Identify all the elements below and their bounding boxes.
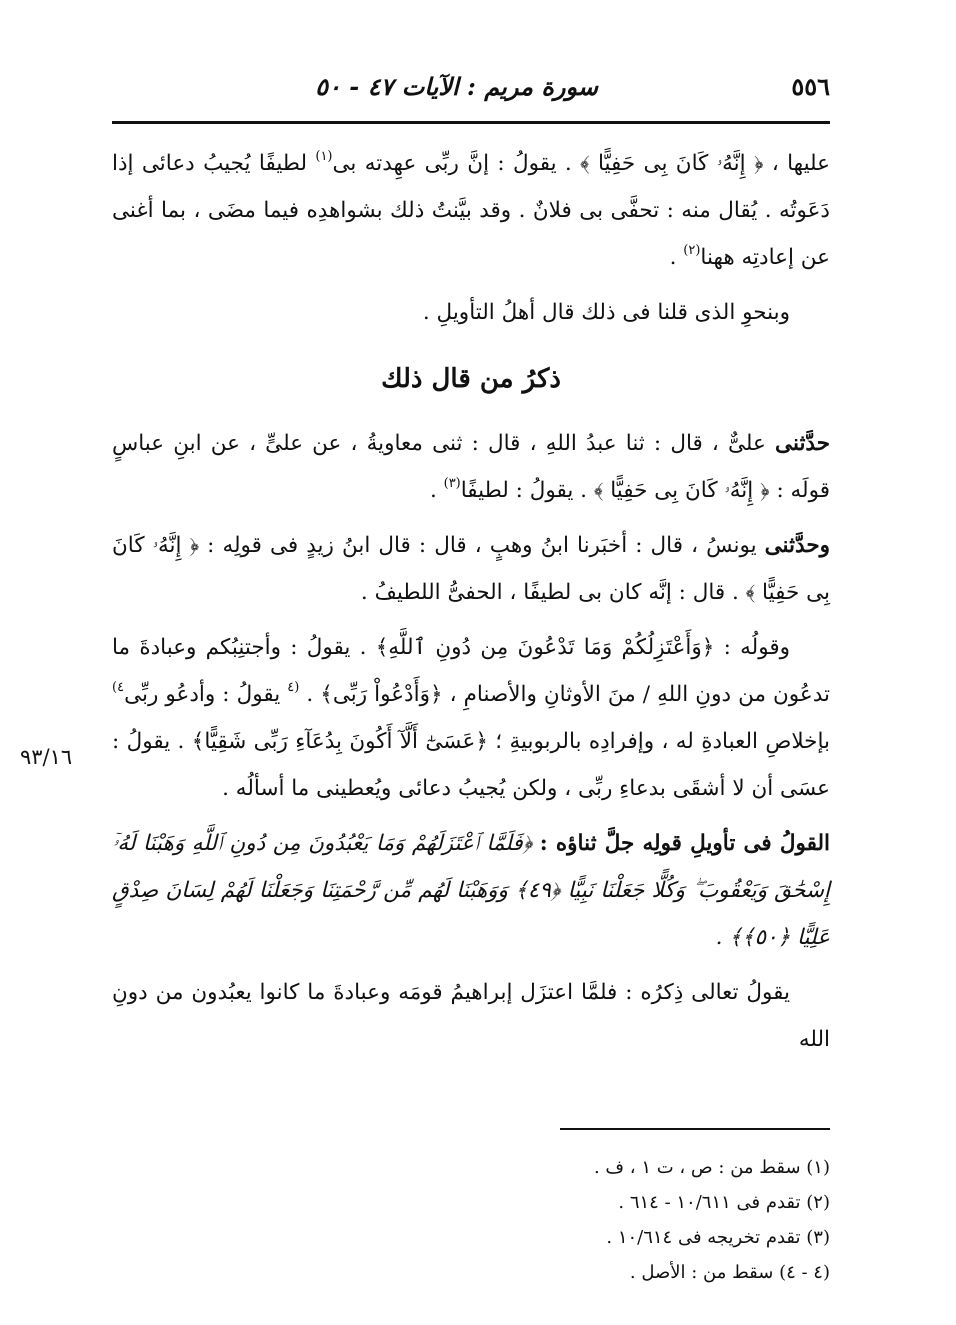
footnotes [300, 1150, 830, 1290]
paragraph-1-text-a: عليها ، ﴿ إِنَّهُۥ كَانَ بِى حَفِيًّا ﴾ . يقولُ : إنَّ ربِّى عهِدته بى [332, 151, 831, 176]
page-number: ٥٥٦ [791, 72, 830, 101]
paragraph-4-lead: وحدَّثنى [764, 533, 830, 558]
header-rule [112, 121, 830, 124]
paragraph-1-text-c: . [669, 245, 684, 270]
footnote-3: (٣) تقدم تخريجه فى ١٠/٦١٤ . [606, 1227, 830, 1248]
paragraph-3-text-a: علىٌّ ، قال : ثنا عبدُ اللهِ ، قال : ثنى معاويةُ ، عن علىٍّ ، عن ابنِ عباسٍ قولَه : ﴿ إِنَّهُۥ كَانَ بِى حَفِيًّا ﴾ . يقولُ : لطيفًا [112, 431, 830, 503]
paragraph-5 [112, 624, 830, 812]
running-title: سورة مريم : الآيات ٤٧ - ٥٠ [315, 72, 598, 101]
footnote-2: (٢) تقدم فى ١٠/٦١١ - ٦١٤ . [618, 1192, 830, 1213]
footnote-1: (١) سقط من : ص ، ت ١ ، ف . [593, 1157, 830, 1178]
paragraph-7: يقولُ تعالى ذِكرُه : فلمَّا اعتزَل إبراهيمُ قومَه وعبادةَ ما كانوا يعبُدون من دونِ الله [112, 980, 830, 1052]
main-text [112, 140, 830, 1063]
section-heading: ذكرُ من قال ذلك [381, 364, 561, 394]
paragraph-6 [112, 820, 830, 961]
paragraph-6-lead: القولُ فى تأويلِ قولِه جلَّ ثناؤه : [539, 831, 831, 856]
paragraph-5-text-a: وقولُه : ﴿وَأَعْتَزِلُكُمْ وَمَا تَدْعُونَ مِن دُونِ ٱللَّهِ﴾ . يقولُ : وأجتنِبُكم وعبادةَ ما تدعُون من دونِ اللهِ / منَ الأوثانِ والأصنامِ ، ﴿وَأَدْعُواْ رَبِّى﴾ . [112, 635, 830, 707]
paragraph-4-text: يونسُ ، قال : أخبَرنا ابنُ وهبٍ ، قال : قال ابنُ زيدٍ فى قولِه : ﴿ إِنَّهُۥ كَانَ بِى حَفِيًّا ﴾ . قال : إنَّه كان بى لطيفًا ، الحفىُّ اللطيفُ . [112, 533, 830, 605]
paragraph-5-text-b: يقولُ : وأدعُو ربِّى [124, 682, 288, 707]
footnote-4: (٤ - ٤) سقط من : الأصل . [629, 1262, 830, 1283]
footnote-marker-4-end: ٤) [112, 680, 125, 695]
page-header [112, 64, 830, 110]
footnote-marker-3: (٣) [443, 476, 461, 491]
margin-reference: ٩٣/١٦ [20, 745, 73, 769]
paragraph-3-lead: حدَّثنى [775, 431, 830, 456]
paragraph-4 [112, 522, 830, 616]
paragraph-3 [112, 420, 830, 514]
paragraph-5-text-c: بإخلاصِ العبادةِ له ، وإفرادِه بالربوبيةِ ؛ ﴿عَسَىٰٓ أَلَّآ أَكُونَ بِدُعَآءِ رَبِّى شَقِيًّا﴾ . يقولُ : عسَى أن لا أشقَى بدعاءِ ربِّى ، ولكن يُجيبُ دعائى ويُعطينى ما أسألُه . [112, 729, 830, 801]
paragraph-1-text-b: لطيفًا يُجيبُ دعائى إذا دَعَوتُه . يُقال منه : تحفَّى بى فلانٌ . وقد بيَّنتُ ذلك بشواهدِه فيما مضَى ، بما أغنى عن إعادتِه ههنا [112, 151, 830, 270]
paragraph-3-text-b: . [429, 478, 444, 503]
paragraph-1 [112, 140, 830, 281]
footnote-marker-1: (١) [315, 149, 333, 164]
paragraph-2: وبنحوِ الذى قلنا فى ذلك قال أهلُ التأويلِ . [422, 300, 790, 325]
footnote-rule [560, 1128, 830, 1130]
paragraph-6-verse: ﴿فَلَمَّا ٱعْتَزَلَهُمْ وَمَا يَعْبُدُونَ مِن دُونِ ٱللَّهِ وَهَبْنَا لَهُۥٓ إِسْحَٰقَ وَيَعْقُوبَ ۖ وَكُلًّا جَعَلْنَا نَبِيًّا ﴿٤٩﴾ وَوَهَبْنَا لَهُم مِّن رَّحْمَتِنَا وَجَعَلْنَا لَهُمْ لِسَانَ صِدْقٍ عَلِيًّا ﴿٥٠﴾﴾ . [112, 831, 830, 950]
footnote-marker-4-start: (٤ [287, 680, 300, 695]
footnote-marker-2: (٢) [683, 243, 701, 258]
